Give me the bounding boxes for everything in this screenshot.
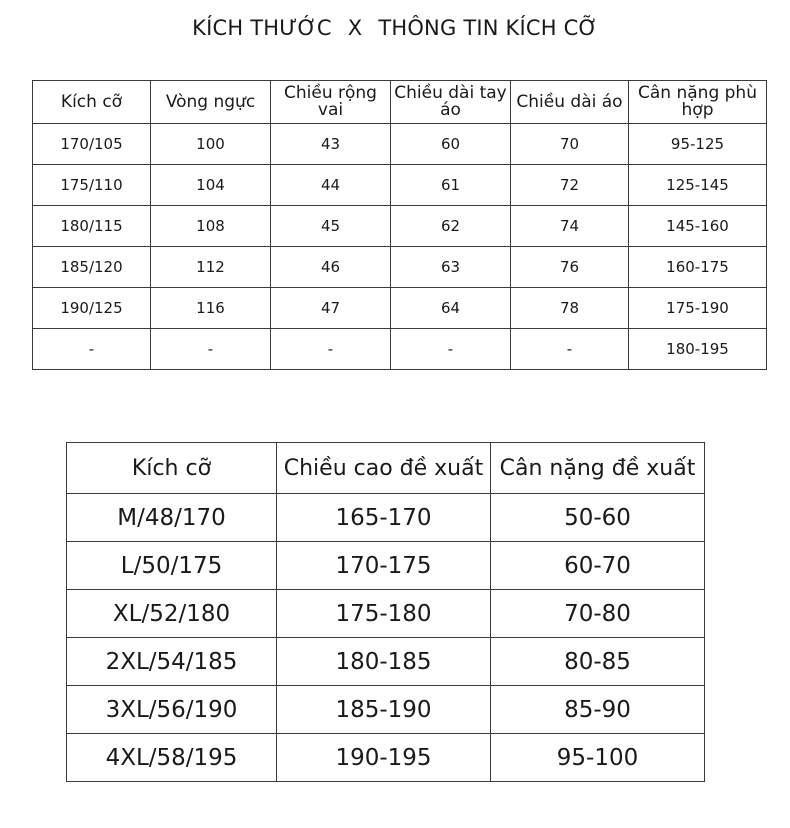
table-cell: 70-80 bbox=[491, 590, 705, 638]
table-row bbox=[33, 124, 767, 165]
table-row bbox=[33, 247, 767, 288]
table-cell: 170-175 bbox=[277, 542, 491, 590]
table-cell: 180-185 bbox=[277, 638, 491, 686]
table-cell: 63 bbox=[391, 247, 511, 288]
table-header-row bbox=[67, 443, 705, 494]
header-size: Kích cỡ bbox=[33, 81, 151, 124]
table-cell: 116 bbox=[151, 288, 271, 329]
table-cell: 72 bbox=[511, 165, 629, 206]
table-cell: 64 bbox=[391, 288, 511, 329]
header-chest: Vòng ngực bbox=[151, 81, 271, 124]
table-cell: M/48/170 bbox=[67, 494, 277, 542]
table-header-row bbox=[33, 81, 767, 124]
table-cell: 125-145 bbox=[629, 165, 767, 206]
table-cell: 70 bbox=[511, 124, 629, 165]
title-left: KÍCH THƯỚC bbox=[192, 16, 332, 40]
header-size: Kích cỡ bbox=[67, 443, 277, 494]
size-detail-table bbox=[32, 80, 767, 370]
table-cell: 60-70 bbox=[491, 542, 705, 590]
table-row bbox=[67, 734, 705, 782]
title-separator: X bbox=[347, 16, 363, 40]
table-cell: 46 bbox=[271, 247, 391, 288]
table-cell: 61 bbox=[391, 165, 511, 206]
table-cell: 108 bbox=[151, 206, 271, 247]
table-cell: 185-190 bbox=[277, 686, 491, 734]
table-cell: 175/110 bbox=[33, 165, 151, 206]
table-cell: - bbox=[391, 329, 511, 370]
title-right: THÔNG TIN KÍCH CỠ bbox=[378, 16, 598, 40]
table-cell: 76 bbox=[511, 247, 629, 288]
table-cell: 175-190 bbox=[629, 288, 767, 329]
table-cell: 74 bbox=[511, 206, 629, 247]
table-cell: 2XL/54/185 bbox=[67, 638, 277, 686]
table-cell: 47 bbox=[271, 288, 391, 329]
table-cell: 165-170 bbox=[277, 494, 491, 542]
table-cell: 95-125 bbox=[629, 124, 767, 165]
table-cell: 50-60 bbox=[491, 494, 705, 542]
table-cell: - bbox=[33, 329, 151, 370]
table-row bbox=[67, 686, 705, 734]
table-cell: 43 bbox=[271, 124, 391, 165]
table-cell: XL/52/180 bbox=[67, 590, 277, 638]
table-cell: 112 bbox=[151, 247, 271, 288]
header-shoulder-width: Chiều rộng vai bbox=[271, 81, 391, 124]
table-cell: - bbox=[151, 329, 271, 370]
table-cell: 45 bbox=[271, 206, 391, 247]
table-cell: 44 bbox=[271, 165, 391, 206]
table-row bbox=[33, 288, 767, 329]
page-title bbox=[0, 16, 790, 40]
table-cell: L/50/175 bbox=[67, 542, 277, 590]
table-row bbox=[33, 329, 767, 370]
header-recommended-height: Chiều cao đề xuất bbox=[277, 443, 491, 494]
table-cell: 95-100 bbox=[491, 734, 705, 782]
table-cell: 185/120 bbox=[33, 247, 151, 288]
table-cell: 175-180 bbox=[277, 590, 491, 638]
table-cell: 78 bbox=[511, 288, 629, 329]
table-row bbox=[33, 165, 767, 206]
table-cell: 62 bbox=[391, 206, 511, 247]
table-cell: 104 bbox=[151, 165, 271, 206]
table-cell: 85-90 bbox=[491, 686, 705, 734]
header-sleeve-length: Chiều dài tay áo bbox=[391, 81, 511, 124]
table-cell: 3XL/56/190 bbox=[67, 686, 277, 734]
header-suitable-weight: Cân nặng phù hợp bbox=[629, 81, 767, 124]
table-row bbox=[33, 206, 767, 247]
table-cell: 145-160 bbox=[629, 206, 767, 247]
table-cell: 180/115 bbox=[33, 206, 151, 247]
table-cell: 170/105 bbox=[33, 124, 151, 165]
table-cell: 100 bbox=[151, 124, 271, 165]
header-shirt-length: Chiều dài áo bbox=[511, 81, 629, 124]
table-row bbox=[67, 638, 705, 686]
table-cell: 190/125 bbox=[33, 288, 151, 329]
table-row bbox=[67, 590, 705, 638]
table-cell: 80-85 bbox=[491, 638, 705, 686]
table-cell: 4XL/58/195 bbox=[67, 734, 277, 782]
table-cell: - bbox=[511, 329, 629, 370]
table-row bbox=[67, 494, 705, 542]
table-cell: 190-195 bbox=[277, 734, 491, 782]
table-cell: 160-175 bbox=[629, 247, 767, 288]
size-recommendation-table bbox=[66, 442, 705, 782]
header-recommended-weight: Cân nặng đề xuất bbox=[491, 443, 705, 494]
table-row bbox=[67, 542, 705, 590]
table-cell: - bbox=[271, 329, 391, 370]
table-cell: 180-195 bbox=[629, 329, 767, 370]
table-cell: 60 bbox=[391, 124, 511, 165]
